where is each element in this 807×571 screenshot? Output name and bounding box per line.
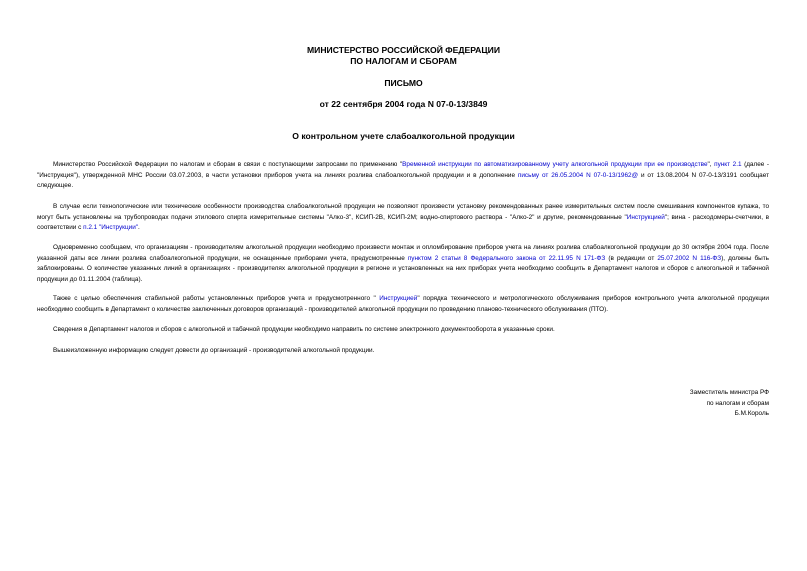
p3-text-3: ), должны быть заблокированы. О количестве указанных линий в организациях - производителях алкогольной продукции в регионе и установленных на них приборах учета необходимо сообщить в Департамент налогов и сборов с алкогольной и табачной продукции до 01.11.2004 (таблица). bbox=[37, 254, 770, 283]
p1-text-3: (далее - "Инструкция"), утвержденной МНС России 03.07.2003, в части установки приборов учета на линиях розлива слабоалкогольной продукции и в дополнение bbox=[37, 161, 769, 179]
signature-department: по налогам и сборам bbox=[706, 400, 769, 407]
paragraph-3 bbox=[37, 243, 769, 285]
paragraph-1 bbox=[37, 160, 769, 192]
link-instruction[interactable]: Инструкцией bbox=[626, 213, 665, 221]
p2-text-1: В случае если технологические или технические особенности производства слабоалкогольной продукции не позволяют произвести установку рекомендованных ранее измерительных систем после смешивания компонентов купажа, то могут быть установлены на трубопроводах подачи этилового спирта измерительные системы "Алко-3", КСИП-2В, КСИП-2М; водно-спиртового раствора - "Алко-2" и другие, рекомендованные " bbox=[37, 203, 769, 221]
p4-text-1: Также с целью обеспечения стабильной работы установленных приборов учета и предусмотренного " bbox=[53, 295, 380, 302]
link-federal-law-171[interactable]: пунктом 2 статьи 8 Федерального закона от 22.11.95 N 171-ФЗ bbox=[407, 254, 606, 262]
document-date-number: от 22 сентября 2004 года N 07-0-13/3849 bbox=[319, 99, 488, 109]
p3-text-2: (в редакции от bbox=[605, 254, 658, 262]
link-instruction-2[interactable]: Инструкцией bbox=[379, 295, 418, 302]
p4-text-2: " порядка технического и метрологического обслуживания приборов контрольного учета алкогольной продукции необходимо сообщить в Департамент о количестве заключенных договоров организаций - производителей алкогольной продукции по проведению планово-технического обслуживания (ПТО). bbox=[37, 295, 769, 313]
p2-text-2: "; вина - расходомеры-счетчики, в соответствии с bbox=[37, 213, 769, 232]
link-temporary-instruction[interactable]: Временной инструкции по автоматизированному учету алкогольной продукции при ее производстве bbox=[402, 161, 708, 168]
paragraph-6: Вышеизложенную информацию следует довести до организаций - производителей алкогольной продукции. bbox=[53, 347, 375, 354]
p1-text-1: Министерство Российской Федерации по налогам и сборам в связи с поступающими запросами по применению " bbox=[53, 161, 403, 168]
signature-position: Заместитель министра РФ bbox=[689, 389, 769, 396]
ministry-name-line2: ПО НАЛОГАМ И СБОРАМ bbox=[350, 56, 457, 66]
p3-text-1: Одновременно сообщаем, что организациям - производителям алкогольной продукции необходимо произвести монтаж и опломбирование приборов учета на линиях розлива слабоалкогольной продукции до 30 октября 2004 года. После указанной даты все линии розлива слабоалкогольной продукции, не оснащенные приборами учета, предусмотренные bbox=[37, 244, 769, 262]
link-clause-2-1[interactable]: пункт 2.1 bbox=[714, 161, 742, 168]
paragraph-2 bbox=[37, 202, 769, 234]
link-letter-1962[interactable]: письму от 26.05.2004 N 07-0-13/1962@ bbox=[517, 171, 639, 179]
document-subject: О контрольном учете слабоалкогольной продукции bbox=[292, 131, 515, 141]
ministry-name-line1: МИНИСТЕРСТВО РОССИЙСКОЙ ФЕДЕРАЦИИ bbox=[306, 45, 501, 55]
paragraph-5: Сведения в Департамент налогов и сборов с алкогольной и табачной продукции необходимо направить по системе электронного документооборота в указанные сроки. bbox=[53, 326, 555, 333]
p2-text-3: . bbox=[138, 224, 140, 232]
link-clause-2-1-instruction[interactable]: п.2.1 "Инструкции" bbox=[83, 224, 139, 232]
document-type: ПИСЬМО bbox=[384, 78, 423, 88]
paragraph-4 bbox=[37, 294, 769, 315]
p1-text-4: и от 13.08.2004 N 07-0-13/3191 сообщает следующее. bbox=[37, 171, 770, 190]
signature-name: Б.М.Король bbox=[734, 410, 769, 417]
p1-text-2: ", bbox=[707, 161, 715, 168]
link-law-116[interactable]: 25.07.2002 N 116-ФЗ bbox=[657, 254, 722, 262]
